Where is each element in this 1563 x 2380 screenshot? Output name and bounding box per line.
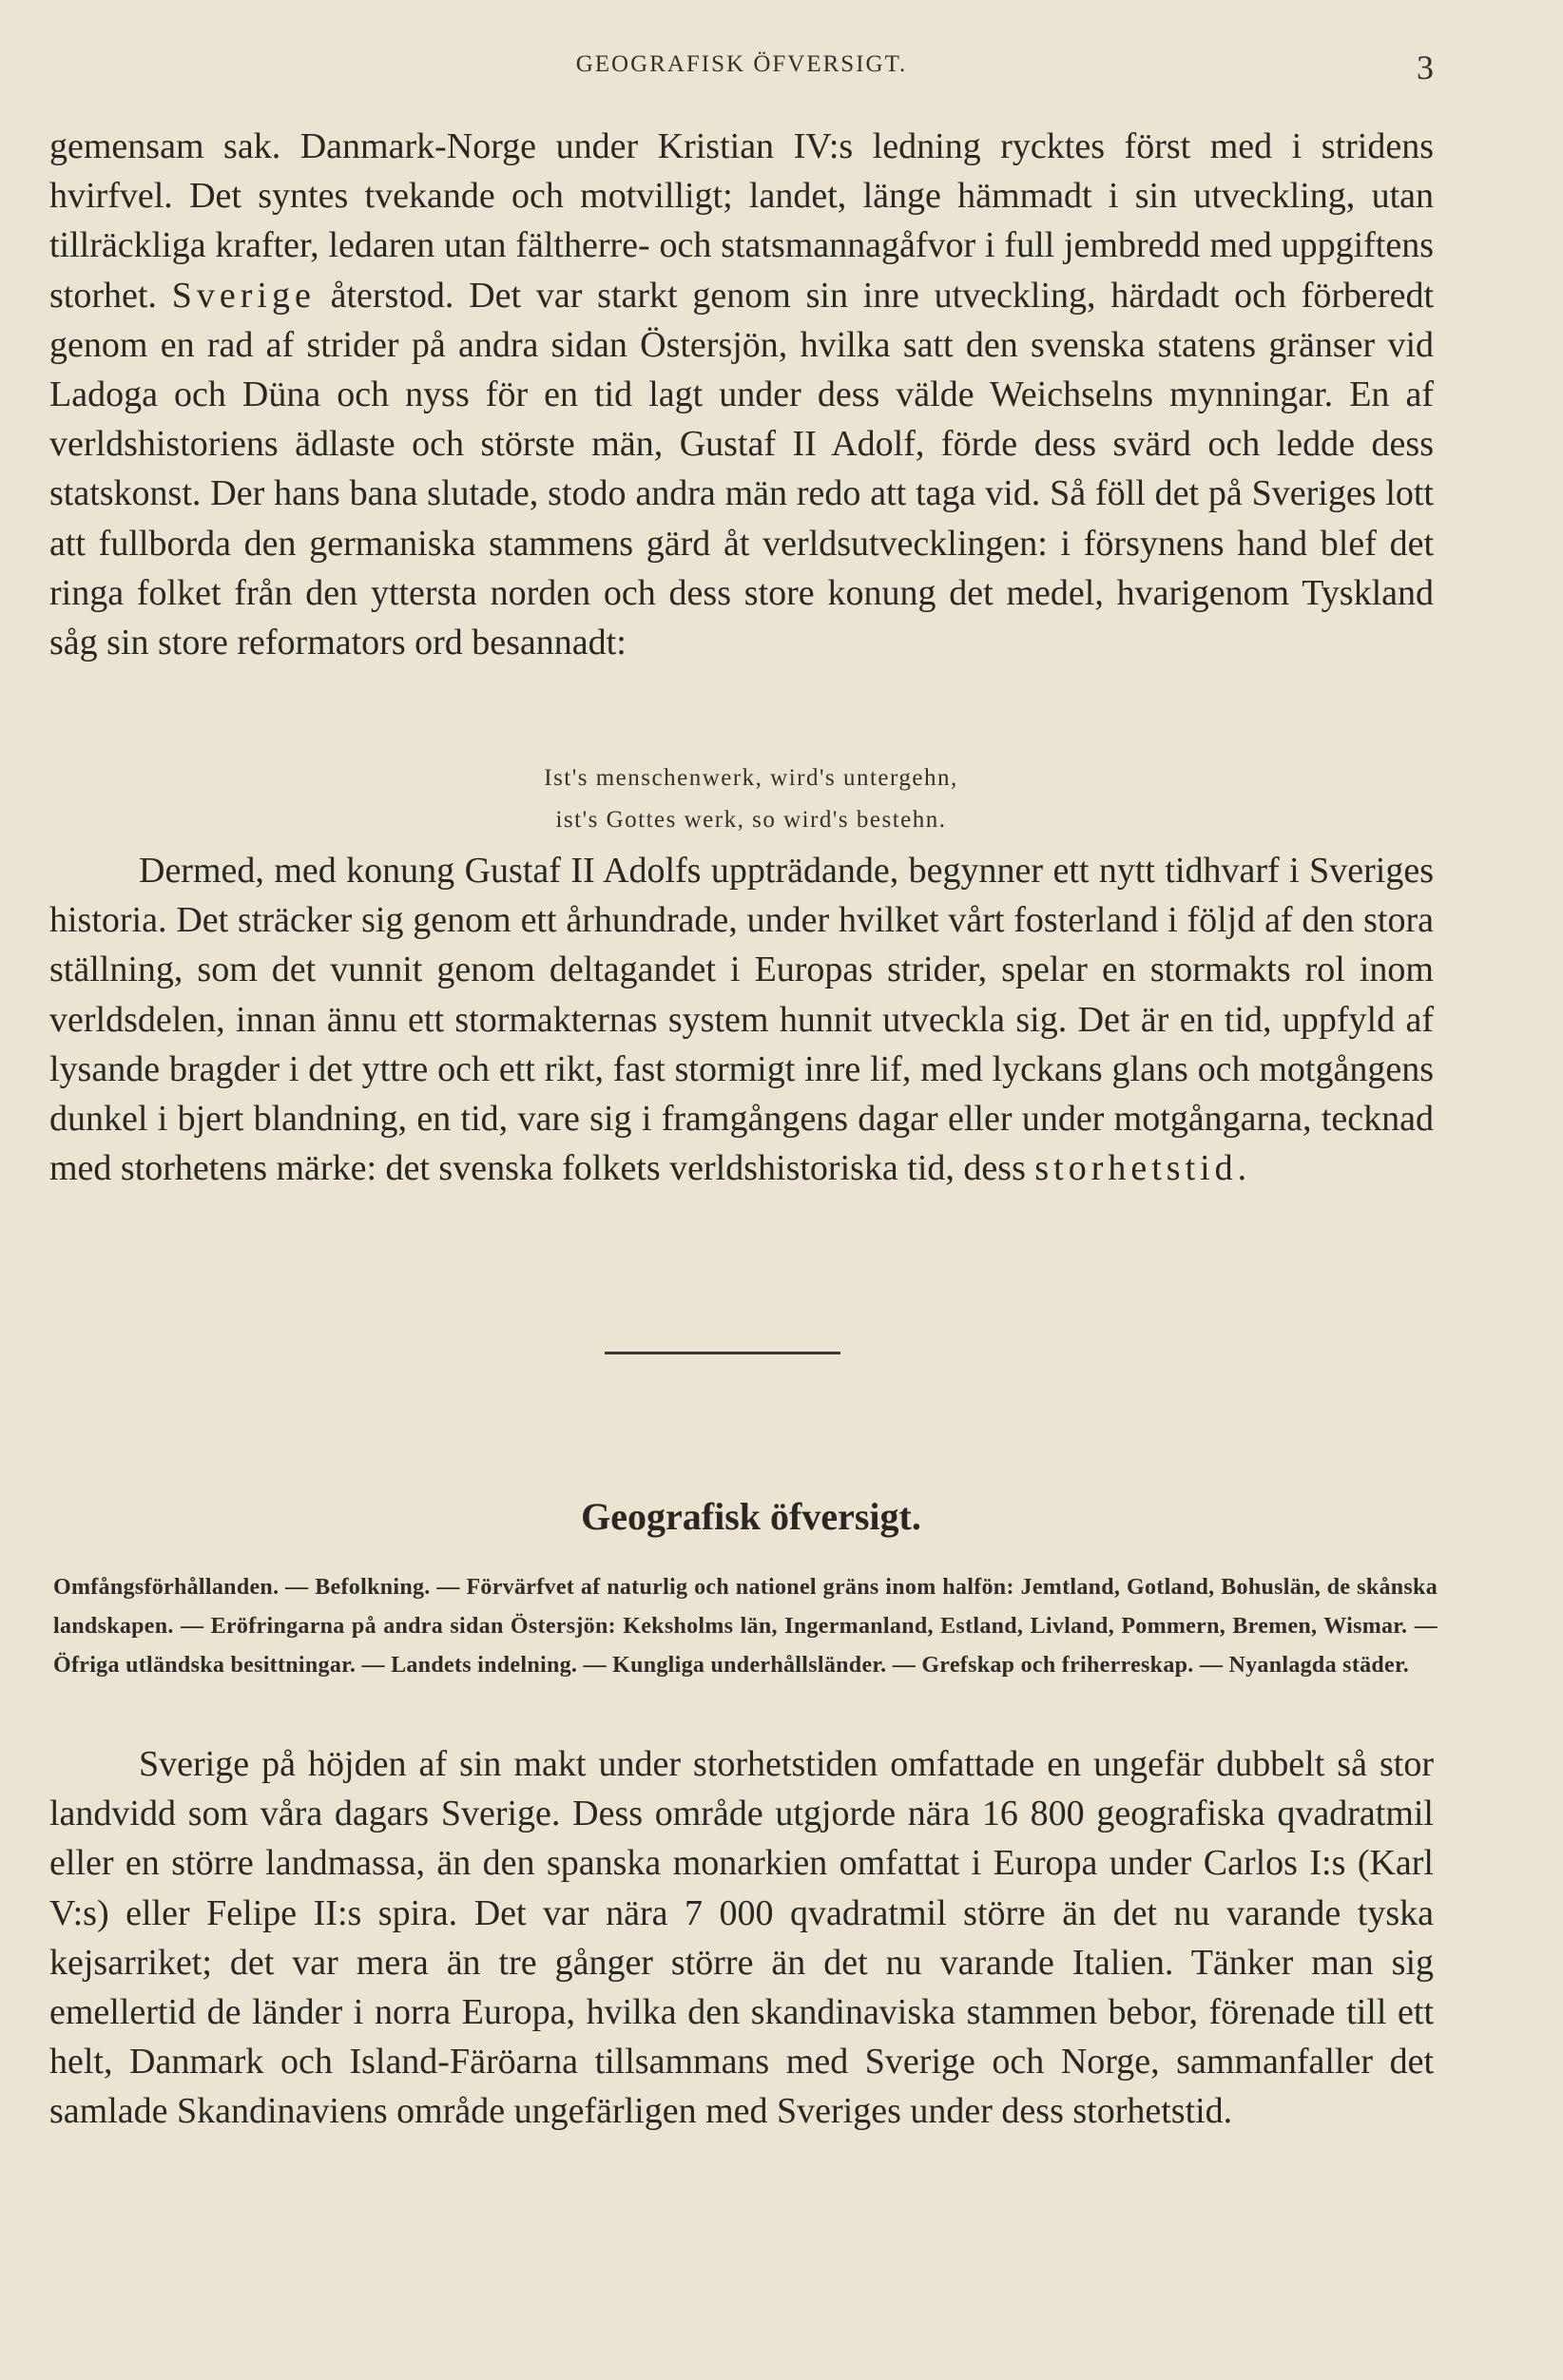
paragraph-intro-continuation: återstod. Det var starkt genom sin inre utveckling, härdadt och förberedt genom en rad af strider på andra sidan Östersjön, hvilka satt den svenska statens gränser vid Ladoga och Düna och nyss för en tid lagt under dess välde Weichselns mynningar. En af verldshistoriens ädlaste och störste män, Gustaf II Adolf, förde dess svärd och ledde dess statskonst. Der hans bana slutade, stodo andra män redo att taga vid. Så föll det på Sveriges lott att fullborda den germaniska stammens gärd åt verldsutvecklingen: i försynens hand blef det ringa folket från den yttersta norden och dess store konung det medel, hvarigenom Tyskland såg sin store reformators ord besannadt: [49, 275, 1434, 663]
page-header [49, 48, 1434, 89]
page-number: 3 [1417, 48, 1434, 86]
paragraph-geography-text: Sverige på höjden af sin makt under storhetstiden omfattade en ungefär dubbelt så stor landvidd som våra dagars Sverige. Dess område utgjorde nära 16 800 geografiska qvadratmil eller en större landmassa, än den spanska monarkien omfattat i Europa under Carlos I:s (Karl V:s) eller Felipe II:s spira. Det var nära 7 000 qvadratmil större än det nu varande tyska kejsarriket; det var mera än tre gånger större än det nu varande Italien. Tänker man sig emellertid de länder i norra Europa, hvilka den skandinaviska stammen bebor, förenade till ett helt, Danmark och Island-Färöarna tillsammans med Sverige och Norge, sammanfaller det samlade Skandinaviens område ungefärligen med Sveriges under dess storhetstid. [49, 1744, 1434, 2132]
paragraph-intro [49, 122, 1434, 667]
section-divider [605, 1352, 840, 1354]
paragraph-storhetstid [49, 846, 1434, 1193]
spaced-word-sverige: Sverige [171, 275, 316, 316]
paragraph-geography [49, 1739, 1434, 2137]
section-synopsis: Omfångsförhållanden. — Befolkning. — Förvärfvet af naturlig och nationel gräns inom halfön: Jemtland, Gotland, Bohuslän, de skånska landskapen. — Eröfringarna på andra sidan Östersjön: Keksholms län, Ingermanland, Estland, Livland, Pommern, Bremen, Wismar. — Öfriga utländska besittningar. — Landets indelning. — Kungliga underhållsländer. — Grefskap och friherreskap. — Nyanlagda städer. [53, 1575, 1438, 1678]
verse-quote [0, 758, 1502, 841]
verse-line-2: ist's Gottes werk, so wird's bestehn. [555, 807, 947, 833]
spaced-word-storhetstid: storhetstid. [1034, 1148, 1252, 1189]
paragraph-storhetstid-text: Dermed, med konung Gustaf II Adolfs uppträdande, begynner ett nytt tidhvarf i Sveriges historia. Det sträcker sig genom ett århundrade, under hvilket vårt fosterland i följd af den stora ställning, som det vunnit genom deltagandet i Europas strider, spelar en stormakts rol inom verldsdelen, innan ännu ett stormakternas system hunnit utveckla sig. Det är en tid, uppfyld af lysande bragder i det yttre och ett rikt, fast stormigt inre lif, med lyckans glans och motgångens dunkel i bjert blandning, en tid, vare sig i framgångens dagar eller under motgångarna, tecknad med storhetens märke: det svenska folkets verldshistoriska tid, dess [49, 851, 1434, 1189]
running-title: GEOGRAFISK ÖFVERSIGT. [575, 51, 908, 77]
paragraph-intro-text: gemensam sak. Danmark-Norge under Kristian IV:s ledning rycktes först med i stridens hvirfvel. Det syntes tvekande och motvilligt; landet, länge hämmadt i sin utveckling, utan tillräckliga krafter, ledaren utan fältherre- och statsmannagåfvor i full jembredd med uppgiftens storhet. [49, 126, 1434, 316]
section-title: Geografisk öfversigt. [581, 1495, 921, 1538]
verse-line-1: Ist's menschenwerk, wird's untergehn, [544, 765, 958, 791]
